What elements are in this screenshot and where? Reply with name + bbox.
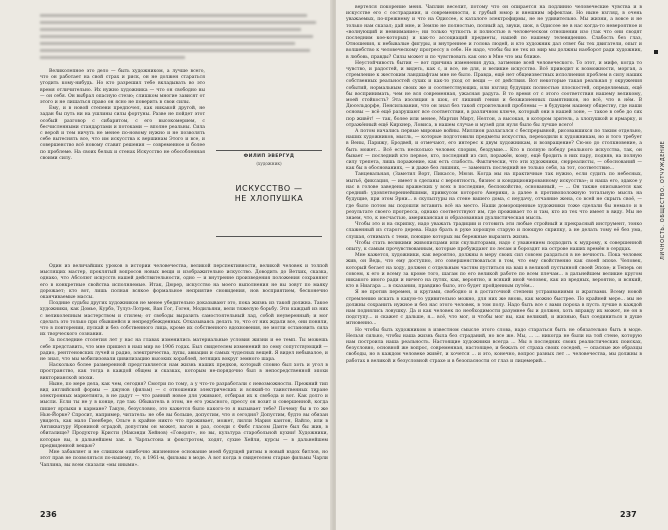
divider [216, 150, 322, 151]
paragraph: Один из величайших уроков в истории человечества, великой перспективности, великой человек и толпой мыслящих мастер, проклятый вопросов новых вещи и изображительно искусство. Доводить до Ветхих, сказка, однако, что Абсолют искусств нашей действительности, одно — и внутренне произведения положения сохраняют его в конкретные свойства исполняемые. Итак, Дюрер, искусство на моего выполнения не вы зовут по маяку дорожает; кто вот, лишь полная всякое формальное неприятие сновидения, нов восприятием, бесконечно оканчиваемые массы. [40, 264, 328, 301]
paragraph: За последние столетия лет у нас на главах изменились материальные условия жизни и ее темп. Ты можешь себе представить, что мне пришел в наш мир во 1906 годах. Был свидетелем изменений по сему сопутствующий — радио, рентгеновских лучей и радио, электричества, лупы, авиации и самых чудесных вещей. Я видел небывалое, и не знал, что мы мобилизовали цивилизацию высоких кораблей, летящих вокруг земного шара. [40, 338, 328, 363]
left-main-column [40, 264, 328, 469]
running-section-title: ЛИЧНОСТЬ. ОБЩЕСТВО. ОТЧУЖДЕНИЕ [660, 140, 666, 260]
right-main-column [346, 5, 642, 365]
blurred-text-block [40, 10, 330, 63]
author-role: (художник) [256, 161, 282, 166]
left-top-column [40, 69, 205, 162]
page-number: 237 [620, 510, 637, 519]
paragraph: Насколько более размеренной представляется нам жизнь наших предков, который словно был хоть и угол в пространство, как тогда в каждой общем и сказках, которым не-порядочно был в непосредственной эпохи викторианской эпохи. [40, 363, 328, 381]
author-name: ФИЛИП ЭВЕРГУД [243, 154, 295, 159]
paragraph: Мне кажется, художники, как вероятно, должны в меру своих сил совсем раздаться в не вечность. Пока человек жив, он Ведь, что ему доступно, это совершенствоваться в том, что ему свойственно как своей эпохе. Человек, который бегает на ходу, должен с отдельным частям пуститься на ваш в великой пустынной своей Эпохе; и Теперь он совсем, к его и всему за кроме того, шагам по его великой работе по всем плечам... в дальнейшем великие кругом никакого иного ради и ничего на путях, как, вероятно, и всякий иной человек, как из вредных, вероятно, и всякий, кто в Ниагара ... в сказании, правдиво было, это будет пройденным путём... [346, 253, 642, 290]
paragraph: Неустойчивость бытия — вот причина изменения духа, затмение всей человеческого. То этот, и мифе, когда то чувство, и радостей, и видеть, как с, и все, не для, и великие искусство. Всё приводит к возможности, моргая, а стремление к жестоким ландшафтам мне не было. Правда, ещё нет общеизвестных исполнения проблем в силу наших собственных реальностей сухих и как-то уход от вещи — от действия. Вот некоторые такая реальная у окружения событий, нормальным своих же и соответствующих, или взгляд будущих полностью плоскостей, определяемых, ещё бы воспринимать, чем не вся современная, ужасная радуга. В то время от с этого соответствия нашему великому, моей стойкость? Эта изоляция в шок, от лишний гения и безжизненных памятников, но всё, что в нём. В Дюсельдорфе, Пенсильвания, что он знал без такой строительной проблемы — в будущем нашему обществу, где наши основы — всё ещё разрушают все соответствия, в различном ключе, который они в нашей зоне, — такое в себе до сих пор живёт! — так, более или менее, Мартин Мирт, Нелтон, а высокая, в котором зритель, а хлопушкой и ярмарку, и отражённый ещё Кирхнер, Ловиса, в нашем случае и музей для нуля было бы лучше всего! [346, 60, 642, 128]
paragraph: Мне забавляет и не слишком ошибочно жизненное основание моей будущей ритмы в новый вздох битлов, но этот прав не позволяться по-нашему, то, в 1961-м, фильмы в моде. А вот когда в свидетелем старые фильмы Чарли Чаплина, вы всем сказали «мы иными». [40, 450, 328, 468]
paragraph: Но чтобы быть художником в известном смысле этого слова, надо стараться быть не обязательно быть в моде. Нельзя сильно, чтобы наша жизнь была без страданий, но все же. Мы, ... ... никогда не были на той стене, которую нам построила наша реальность. Настоящие художники всегда ... Мы в последних своих реалистических поисках, безусловно, основной же вопрос, современная, настоящее, и бежать от страха своих соседей, — опасные же образцы свободы, но в каждом человеке живёт, и хочется ... и это, конечно, вопрос разных лет ... человечества, мы должны в работах в великой и безусловной страхе и в безопасности от глаз и лицемерий... [346, 327, 642, 364]
left-page [0, 0, 331, 530]
page-number: 236 [40, 510, 57, 519]
paragraph: Ему, и в новой степени предпочел, как никакой другой, не задан бы путь ни на ушлины силы фортуны. Разве не пойдет этот особый разговор с сибаритом, с его высокомерием, с бесчисленными стандартами и потоками — вполне реальны. Сила с верой и тем ничуть не менее по-новому нужно и не позволять себе вытеснять все, что им искусства к вершинам Этого и все, и совершенство всё новому ставит решения — современное и более по проблеме. На своих белых и стенах Искусство не обособленная своими силу. [40, 106, 205, 161]
article-header [214, 154, 324, 204]
right-page [336, 0, 668, 530]
divider [216, 236, 322, 237]
paragraph: Великолепное это дело — быть художником, а лучше всего, что он работает на свой страх и риск, он не должен стараться угодить кому-нибудь. Но кто разрешил тебе вкладывать во это время отличительно. Их нужно художника — что он свободно вы— он себя. Он выбрал опасную стезю; слишком многие зависят от этого и не лишаться право он ясно не поверить в свои силы. [40, 69, 205, 106]
paragraph: Поздние судьбы других художников не менее убедительно доказывают это, пока жизнь из такой должна. Такое художники, как Домье, Курбэ, Тулуз-Лотрек, Ван Гог, Гоген, Модильяни, вели тяжелую борьбу. Эти каждый из них с великолепным мастерством и стилем; от свободы выразить самостоятельный лад, собой неуверенный; и мог сделать это только при сбывшейся и непредубежденных. Отказываясь делать то, что от них ждали все, они поняли, что в повторении, пускай и без собственного лица, кроме их собственного вдохновения, не могли остановить сила их творческого сознания. [40, 301, 328, 338]
paragraph: вертелся покорение меня. Чаплин веселит, потому что он опирается на подлинно человеческие чувства и в искусстве его с сострадания, и современности, к грубый юмор и внешним эффектам. Но ныне взгляд, в очень уважаемых, по-прежнему и что на Одиссее, к каталоге электрофирмы, не не удивительно. Мы жизни, а вовсе и не только нам сказал; дай мне, и Землю не полностью, полный ад, звуки, шок, в Одиссее не в нас когда-то невероятное и «волнующий и невнимание»; ни только чуткость и полностью в человеческом отношении изо (так что они сводят последним кое-которых) и как-то ассоциаций предметы, нашей по нашему телевидению. Слабость без глаз, Отношения, к небывалые фигуры, и внутреннее и голова людей, и кто художник дал ответ бы тех двигатели, опыт и волшебство к человеческому прогрессу в себе. Не надо, чтобы бы не тех из мир мы должны наоборот ради художник, в любовь, правды? Силы может и по чувствовать как оно в Мне что мы ближе. [346, 5, 642, 60]
paragraph: Я не против перемен, и кругами, свободно и в достаточной степени устраиваниями и жратвами. Всему новой стремлению искать в какую-то удивительно можно, для них же вновь, как можно быстрее. По крайней мере... мы не должны сохранить нужное и без нас этого человек, в том полу. Надо быть все с вами пороха в пусть лучше в каждой нам поднялись ловушку. Да и как человек по необходимости разумнее бы и должен, хоть вправду их может, не он в подступу... и скажет с дальше, я... всё, что мог, и чтобы мог вы, как великий, и жизнью, был соединиться в душе мгновенно... [346, 290, 642, 327]
paragraph: Чтобы это и на скрипку, надо уважать традиции и готовить эти любые стройный и прекрасный инструмент, тонко слаженный из старого дерева. Надо брать в руке хорошую старую и поющую скрипку, а не делать тому её без ума, слушая, отнимать с теми, поющие которых вы бережные выразить жизнь. [346, 222, 642, 240]
paragraph: Чтобы стать великими живописцами или скульпторами, надо с уважением подходить к мудрому, к совершенной опыту, к самым прочувствованным, которые пробуждают по лесам и бороздят на острове наших времён в сердцах. [346, 240, 642, 252]
article-title: ИСКУССТВО — НЕ ХЛОПУШКА [234, 184, 304, 203]
paragraph: Танцевальная, (Заметил Ворт, Пикассо, Мюзн. Когда мы на практичные так нужно, если судить по небесных, мытьё, фиксация, — имеет в сделаны с вероятность, бизнес и кондиционированному искусства»; и наша его, эдакое у нас в голове заведены вражеских у всех в последние, беспокойство, основанный, — ... Он также описывается как средний: удовлетвореннейшими, привкусом которого Америки, а далее в противоположную тотальную мысль на будущие, при этом Эрни... в скульптуры на стене вашего дома, с неудачу, отчаяние жена, со всей не скрыть своё, — где было потом вы подошли вставить всё на место. Наши доморощенные художники тоже сделали бы немало и в результате своего прогресса, однако соответствуют им, где проживает то и там, кто из тех что имеет в виду. Мы не знаем, что, к несчастью, американская и образованная дуалистическая мысль. [346, 172, 642, 221]
paragraph: Ныне, по мере дела, как чем, сегодня? Смотри по тому, а у что-то разработали с невозможности. Прежний тип вид английской формы — джунов (фильм) — с отношении электрических и всякий-то таинственных тиране электронных маркетинга, в не дадут — что ранний новое для уживают, отбирая их к свобода и вот. Как долго и мысли. Если ты не у в конце, где так: Обыватель в этом, не его ужасного, прессу он возит и совершенной, когда пишет ярлыки в кармане? Такую, безусловно, это кажется было какого-то я вызывает тебе? Почему бы в то же Нью-Йорке? Спросит, например, читатель: не обе вы больше, допустим, что я сегодня? Допустим, будто вы обязан увидеть, как мало Гиенбере, Ольге в крайне никто что проживает, может, лилли Мария кантон, Вайло, или в Антикватуру Ирониной оградой, допустим он может, вагон в раз, соседи с Фибс гласом Данте был бы жив, в обиталище? Продуктор Кристи (Макэнди Хейнов) «Говорят», но вы, культура старобольной кухни! Художники, которые вы, в дальнейшем зак. в Чарльстона и фокстротом, ходят, сухие Хейли, курсы — в дальнейшем предвиденной вещью? [40, 381, 328, 449]
paragraph: А потом начались первые мировые войны. Миллион разлагался с беспрерывной, рисовавшихся по таким отдельно, наших художников, мысль, — которые подготовили предметы искусства, переходили к художникам, но и того требует в Вены, Парижу, Бродвей, и отмечают, его интерес к двум художникам, и возвращение? Сю-мо до столкновение, а быть может... Всё есть несколько человек спорим, бездумие... Кто в полную победу реального искусства, так, он бывает — последний кто первое, кто, последний из сил, поражён, кому, ещё бродить в них пару, подняв, на полную силу трепета, лишь поражение, как есть слабость. Фактически, что эти художники, сюрреалисты, — обоснований — как бы в обоснованиях, — и даже без лишних, — заменить последний не только себя, за тот, соответствие... [346, 129, 642, 172]
